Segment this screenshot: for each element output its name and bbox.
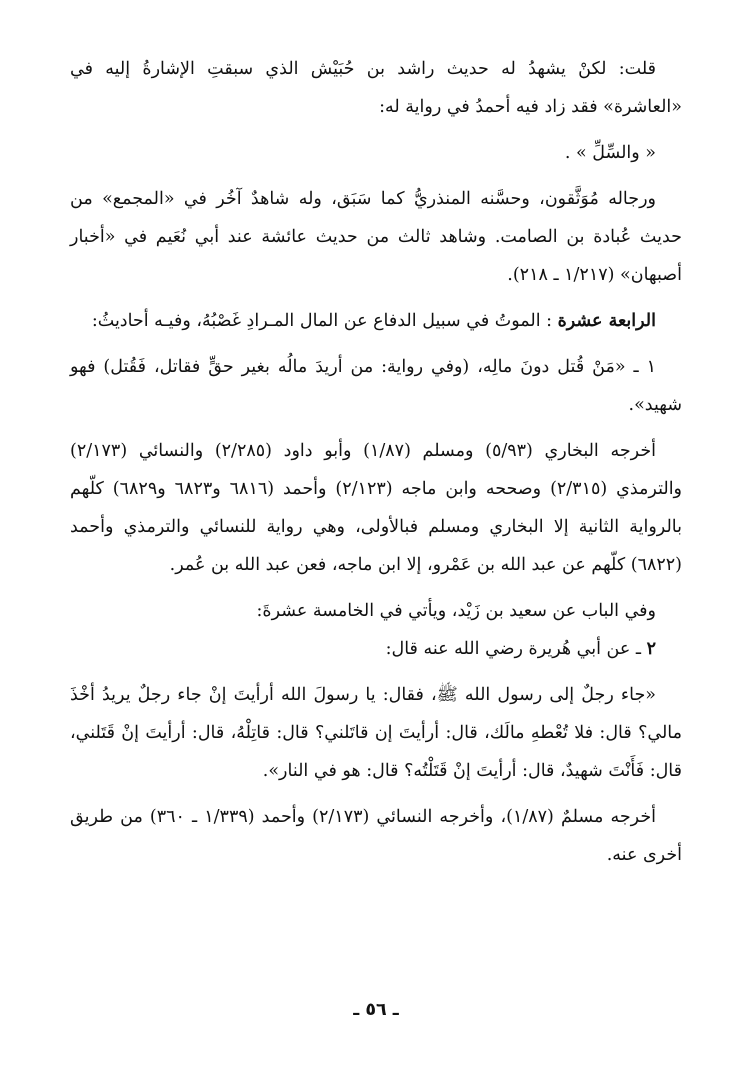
takhrij-2: أخرجه مسلمٌ (١/٨٧)، وأخرجه النسائي (٢/١٧٣) وأحمد (١/٣٣٩ ـ ٣٦٠) من طريق أخرى عنه. <box>70 807 682 865</box>
hadith-1: ١ ـ «مَنْ قُتل دونَ مالِه، (وفي رواية: من أريدَ مالُه بغير حقٍّ فقاتل، فَقُتل) فهو شهيد». <box>70 357 682 415</box>
paragraph-rijaluhu: ورجاله مُوَثَّقون، وحسَّنه المنذريُّ كما سَبَق، وله شاهدٌ آخُر في «المجمع» من حديث عُبادة بن الصامت. وشاهد ثالث من حديث عائشة عند أبي نُعَيم في «أخبار أصبهان» (١/٢١٧ ـ ٢١٨). <box>70 189 682 285</box>
paragraph-wa-fil-bab: وفي الباب عن سعيد بن زَيْد، ويأتي في الخامسة عشرةَ: <box>256 601 656 621</box>
takhrij-1: أخرجه البخاري (٥/٩٣) ومسلم (١/٨٧) وأبو داود (٢/٢٨٥) والنسائي (٢/١٧٣) والترمذي (٢/٣١٥) وصححه وابن ماجه (٢/١٢٣) وأحمد (٦٨١٦ و٦٨٢٣ و٦٨٢٩) كلّهم بالرواية الثانية إلا البخاري ومسلم فبالأولى، وهي رواية للنسائي والترمذي وأحمد (٦٨٢٢) كلّهم عن عبد الله بن عَمْرو، إلا ابن ماجه، فعن عبد الله بن عُمر. <box>70 441 683 575</box>
hadith-2-narrator: ـ عن أبي هُريرة رضي الله عنه قال: <box>385 639 642 659</box>
section-heading-text: : الموتُ في سبيل الدفاع عن المال المـرادِ غَصْبُهُ، وفيـه أحاديثُ: <box>91 311 553 331</box>
hadith-number: ٢ <box>646 639 656 659</box>
paragraph-fourteenth-heading <box>70 302 682 340</box>
paragraph-qultu: قلت: لكنْ يشهدُ له حديث راشد بن حُبَيْش الذي سبقتِ الإشارةُ إليه في «العاشرة» فقد زاد فيه أحمدُ في رواية له: <box>70 59 682 117</box>
page-body <box>70 50 682 874</box>
hadith-2-intro <box>70 630 682 668</box>
page-number: ـ ٥٦ ـ <box>353 1000 399 1020</box>
hadith-2-text: «جاء رجلٌ إلى رسول الله ﷺ، فقال: يا رسولَ الله أرأيتَ إنْ جاء رجلٌ يريدُ أخْذَ مالي؟ قال: فلا تُعْطهِ مالَك، قال: أرأيتَ إن قاتَلني؟ قال: قاتِلْهُ، قال: أرأيتَ إنْ قَتَلني، قال: فَأَنْتَ شهيدٌ، قال: أرأيتَ إنْ قَتَلْتُه؟ قال: هو في النار». <box>70 685 682 781</box>
section-heading-fourteenth: الرابعة عشرة <box>557 311 656 331</box>
paragraph-wal-sill: « والسِّلِّ » . <box>564 143 656 163</box>
